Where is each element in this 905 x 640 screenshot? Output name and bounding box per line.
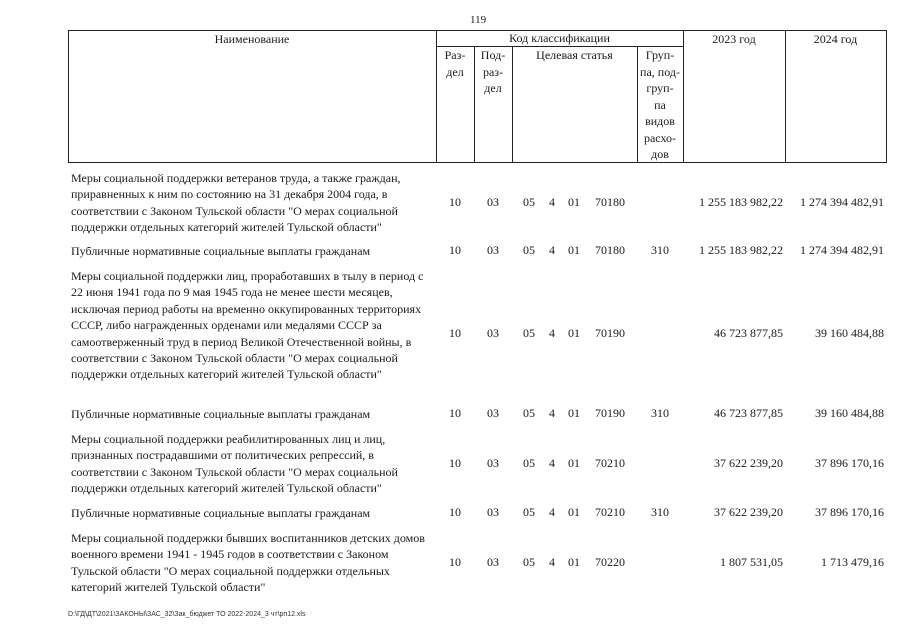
cell-t1: 05: [523, 406, 535, 420]
header-subsection: Под- раз- дел: [480, 48, 506, 95]
header-bottom-border: [68, 162, 887, 163]
header-expense-group: Груп- па, под- груп- па видов расхо- дов: [640, 48, 680, 161]
cell-t4: 70190: [595, 326, 625, 340]
cell-section: 10: [449, 456, 461, 470]
cell-amount-2023: 46 723 877,85: [714, 326, 783, 340]
cell-vr: 310: [651, 406, 669, 420]
cell-t3: 01: [568, 456, 580, 470]
cell-amount-2023: 37 622 239,20: [714, 456, 783, 470]
table-right-border: [886, 30, 887, 162]
cell-t1: 05: [523, 505, 535, 519]
cell-amount-2023: 46 723 877,85: [714, 406, 783, 420]
header-name: Наименование: [214, 32, 290, 46]
cell-t3: 01: [568, 326, 580, 340]
table-row: [68, 243, 887, 259]
header-section: Раз- дел: [444, 48, 466, 79]
cell-t3: 01: [568, 555, 580, 569]
cell-subsection: 03: [487, 195, 499, 209]
cell-amount-2024: 1 713 479,16: [821, 555, 884, 569]
cell-t2: 4: [549, 243, 555, 257]
row-name: Публичные нормативные социальные выплаты гражданам: [71, 244, 371, 258]
cell-vr: 310: [651, 243, 669, 257]
cell-t1: 05: [523, 195, 535, 209]
cell-subsection: 03: [487, 505, 499, 519]
cell-t4: 70210: [595, 456, 625, 470]
cell-t4: 70180: [595, 195, 625, 209]
page-number: 119: [470, 14, 487, 26]
table-row: [68, 406, 887, 422]
cell-section: 10: [449, 555, 461, 569]
cell-t1: 05: [523, 326, 535, 340]
cell-vr: 310: [651, 505, 669, 519]
cell-subsection: 03: [487, 555, 499, 569]
cell-section: 10: [449, 243, 461, 257]
cell-section: 10: [449, 406, 461, 420]
cell-amount-2024: 1 274 394 482,91: [800, 195, 884, 209]
table-row: [68, 431, 887, 497]
cell-subsection: 03: [487, 406, 499, 420]
cell-amount-2024: 37 896 170,16: [815, 456, 884, 470]
cell-subsection: 03: [487, 456, 499, 470]
header-target-article: Целевая статья: [536, 48, 613, 62]
cell-t2: 4: [549, 406, 555, 420]
cell-t3: 01: [568, 505, 580, 519]
cell-t1: 05: [523, 243, 535, 257]
header-year-2023: 2023 год: [712, 32, 756, 46]
row-name: Меры социальной поддержки ветеранов труда, а также граждан, приравненных к ним по состоянию на 31 декабря 2004 года, в соответствии с Законом Тульской области "О мерах социальной поддержки отдельных категорий жителей Тульской области": [71, 171, 401, 235]
table-left-border: [68, 30, 69, 162]
cell-amount-2023: 1 255 183 982,22: [699, 195, 783, 209]
cell-t2: 4: [549, 326, 555, 340]
table-row: [68, 170, 887, 236]
cell-t2: 4: [549, 195, 555, 209]
cell-t3: 01: [568, 406, 580, 420]
cell-amount-2024: 39 160 484,88: [815, 326, 884, 340]
table-row: [68, 505, 887, 521]
row-name: Меры социальной поддержки бывших воспитанников детских домов военного времени 1941 - 1945 годов в соответствии с Законом Тульской области "О мерах социальной поддержки отдельных категорий жителей Тульской области": [71, 531, 425, 595]
cell-subsection: 03: [487, 243, 499, 257]
header-year-2024: 2024 год: [813, 32, 858, 46]
cell-amount-2023: 37 622 239,20: [714, 505, 783, 519]
file-path-footer: D:\ГД\ДТ\2021\ЗАКОНЫ\ЗАС_32\Зак_бюджет ТО 2022-2024_3 чт\рп12.xls: [68, 611, 306, 618]
cell-amount-2023: 1 255 183 982,22: [699, 243, 783, 257]
cell-t4: 70180: [595, 243, 625, 257]
row-name: Меры социальной поддержки реабилитированных лиц и лиц, признанных пострадавшими от политических репрессий, в соответствии с Законом Тульской области "О мерах социальной поддержки отдельных категорий жителей Тульской области": [71, 432, 398, 496]
cell-t1: 05: [523, 555, 535, 569]
col-divider: [785, 30, 786, 162]
cell-t2: 4: [549, 456, 555, 470]
cell-amount-2024: 1 274 394 482,91: [800, 243, 884, 257]
cell-amount-2024: 39 160 484,88: [815, 406, 884, 420]
cell-t1: 05: [523, 456, 535, 470]
cell-t2: 4: [549, 555, 555, 569]
row-name: Меры социальной поддержки лиц, проработавших в тылу в период с 22 июня 1941 года по 9 мая 1945 года не менее шести месяцев, исключая период работы на временно оккупированных территориях СССР, либо награжденных орденами или медалями СССР за самоотверженный труд в период Великой Отечественной войны, в соответствии с Законом Тульской области "О мерах социальной поддержки отдельных категорий жителей Тульской области": [71, 269, 424, 382]
table-row: [68, 268, 887, 400]
cell-t4: 70220: [595, 555, 625, 569]
cell-amount-2023: 1 807 531,05: [720, 555, 783, 569]
cell-section: 10: [449, 195, 461, 209]
row-name: Публичные нормативные социальные выплаты гражданам: [71, 407, 371, 421]
row-name: Публичные нормативные социальные выплаты гражданам: [71, 506, 371, 520]
col-divider: [683, 30, 684, 162]
cell-t3: 01: [568, 195, 580, 209]
cell-section: 10: [449, 326, 461, 340]
cell-amount-2024: 37 896 170,16: [815, 505, 884, 519]
table-row: [68, 530, 887, 596]
cell-t2: 4: [549, 505, 555, 519]
cell-t4: 70190: [595, 406, 625, 420]
cell-t3: 01: [568, 243, 580, 257]
cell-t4: 70210: [595, 505, 625, 519]
cell-section: 10: [449, 505, 461, 519]
header-code-group: Код классификации: [509, 31, 610, 45]
cell-subsection: 03: [487, 326, 499, 340]
